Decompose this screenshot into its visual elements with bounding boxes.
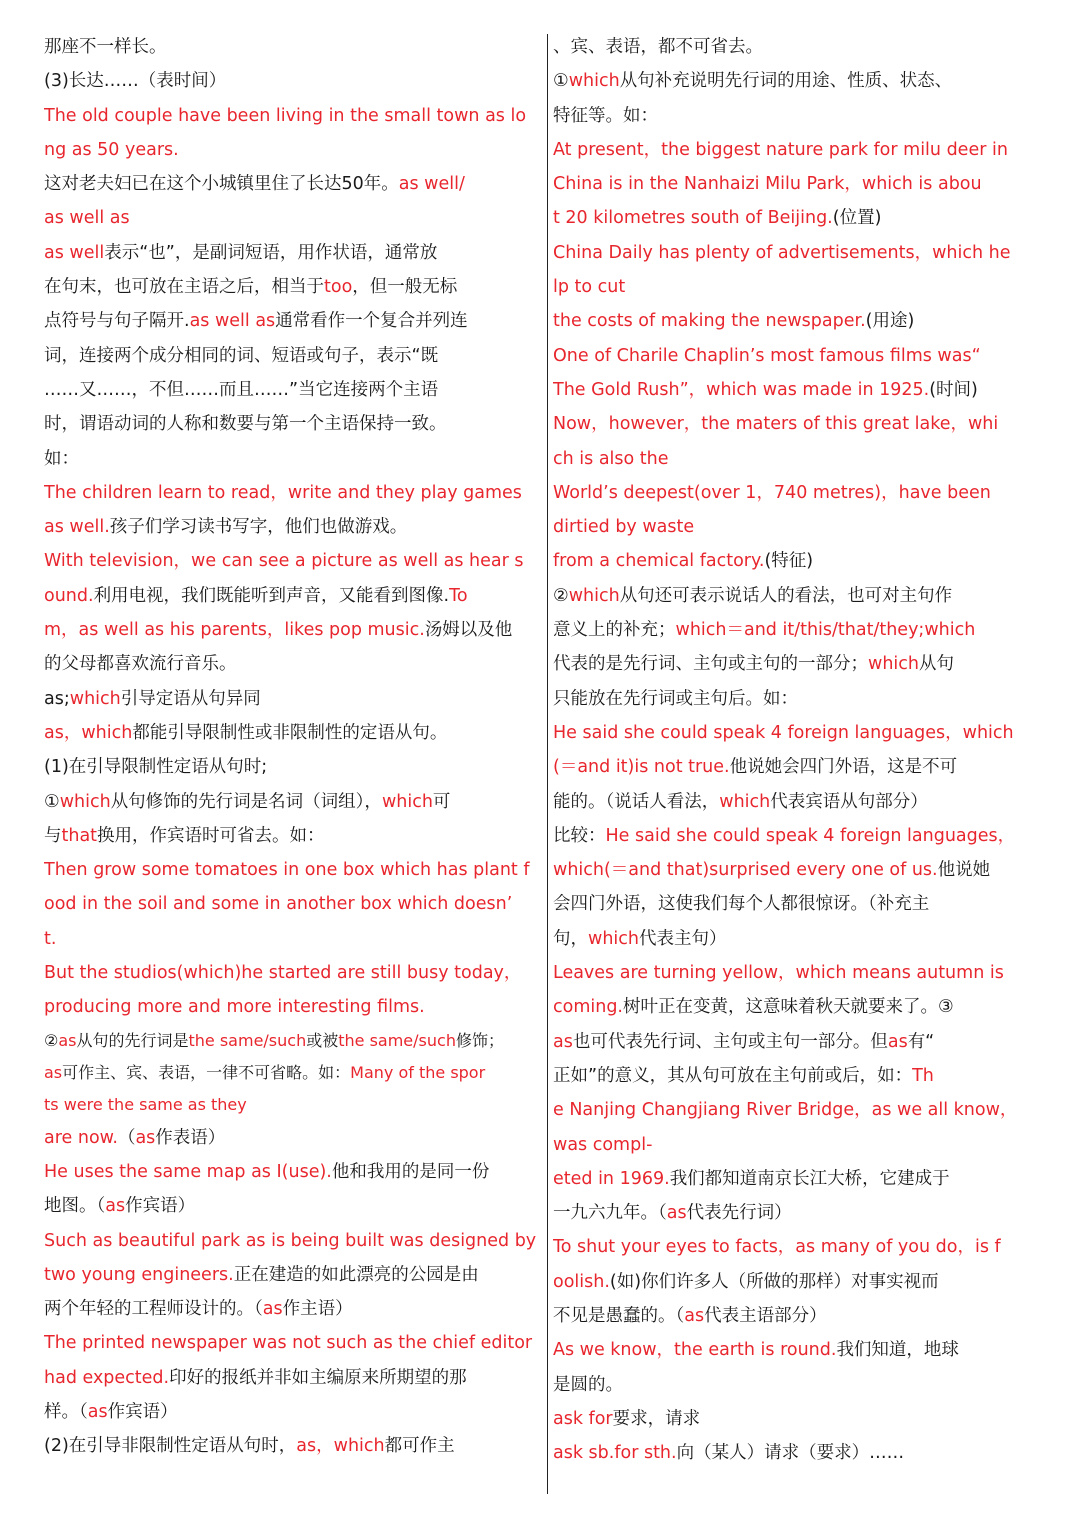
text-line <box>553 1436 1028 1470</box>
text-line <box>44 339 544 373</box>
text-line <box>553 544 1028 578</box>
example-text: as <box>44 1062 63 1082</box>
example-text: had expected. <box>44 1367 170 1388</box>
note-text: (特征) <box>764 551 814 572</box>
note-text: 样。（ <box>44 1401 88 1422</box>
note-text: as; <box>44 688 70 709</box>
note-text: 句， <box>553 928 588 949</box>
note-text: 可 <box>432 791 451 812</box>
note-text: 从句修饰的先行词是名词（词组）， <box>110 791 382 812</box>
note-text: (时间) <box>929 379 978 400</box>
note-text: 代表主句） <box>638 928 727 949</box>
text-line <box>44 1057 544 1089</box>
text-line <box>44 1089 544 1121</box>
note-text: 印好的报纸并非如主编原来所期望的那 <box>169 1367 467 1388</box>
text-line <box>44 1121 544 1155</box>
text-line <box>553 990 1028 1024</box>
text-line <box>553 1402 1028 1436</box>
note-text: (如)你们许多人（所做的那样）对事实视而 <box>609 1271 939 1292</box>
note-text: 从句 <box>918 654 954 675</box>
note-text: 作主语） <box>282 1299 353 1320</box>
text-line <box>44 476 544 510</box>
note-text: 作宾语） <box>125 1196 196 1217</box>
example-text: t. <box>44 928 57 949</box>
text-line <box>44 1361 544 1395</box>
text-line <box>553 1025 1028 1059</box>
note-text: 点符号与句子隔开. <box>44 311 190 332</box>
text-line <box>44 819 544 853</box>
text-line <box>553 922 1028 956</box>
note-text: ① <box>44 791 60 812</box>
text-line <box>553 30 1028 64</box>
example-text: Such as beautiful park as is being built was designed by <box>44 1230 537 1251</box>
note-text: 意义上的补充； <box>553 620 676 641</box>
text-line <box>553 510 1028 544</box>
text-line <box>553 236 1028 270</box>
text-line <box>44 956 544 990</box>
note-text: 时，谓语动词的人称和数要与第一个主语保持一致。 <box>44 414 447 435</box>
note-text: (3)长达……（表时间） <box>44 71 227 92</box>
text-line <box>553 442 1028 476</box>
text-line <box>44 64 544 98</box>
text-line <box>44 1025 544 1057</box>
example-text: as <box>684 1305 705 1326</box>
note-text: 他说她会四门外语，这是不可 <box>729 757 958 778</box>
text-line <box>553 750 1028 784</box>
example-text: coming. <box>553 997 623 1018</box>
note-text: 修饰； <box>455 1030 504 1050</box>
note-text: (2)在引导非限制性定语从句时， <box>44 1436 297 1457</box>
example-text: He said she could speak 4 foreign languages， <box>605 825 1016 846</box>
note-text: 我们都知道南京长江大桥，它建成于 <box>669 1168 950 1189</box>
example-text: To shut your eyes to facts，as many of you do，is f <box>553 1237 1001 1258</box>
example-text: China is in the Nanhaizi Milu Park，which is abou <box>553 174 982 195</box>
text-line <box>44 167 544 201</box>
example-text: as well. <box>44 517 110 538</box>
text-line <box>553 1265 1028 1299</box>
example-text: was compl- <box>553 1134 653 1155</box>
example-text: ask for <box>553 1408 613 1429</box>
note-text: 那座不一样长。 <box>44 37 167 57</box>
example-text: ch is also the <box>553 448 669 469</box>
note-text: 正在建造的如此漂亮的公园是由 <box>233 1264 479 1285</box>
left-column <box>44 30 544 1464</box>
note-text: 从句的先行词是 <box>76 1030 189 1050</box>
text-line <box>44 1292 544 1326</box>
example-text: lp to cut <box>553 277 626 298</box>
example-text: (＝and it)is not true. <box>553 757 730 778</box>
note-text: 表示“也”，是副词短语，用作状语，通常放 <box>104 242 438 263</box>
text-line <box>44 1326 544 1360</box>
example-text: As we know，the earth is round. <box>553 1340 837 1361</box>
example-text: The Gold Rush”，which was made in 1925. <box>553 379 930 400</box>
example-text: which <box>868 654 919 675</box>
note-text: 引导定语从句异同 <box>120 688 261 709</box>
example-text: the same/such <box>188 1030 307 1050</box>
example-text: The old couple have been living in the small town as lo <box>44 105 527 126</box>
text-line <box>44 1258 544 1292</box>
example-text: ood in the soil and some in another box which doesn’ <box>44 894 513 915</box>
note-text: 比较： <box>553 825 606 846</box>
note-text: 代表主语部分） <box>704 1305 827 1326</box>
note-text: 或被 <box>306 1030 339 1050</box>
text-line <box>553 304 1028 338</box>
text-line <box>553 476 1028 510</box>
note-text: 、宾、表语，都不可省去。 <box>553 37 763 57</box>
text-line <box>553 819 1028 853</box>
example-text: Th <box>912 1065 934 1086</box>
note-text: 通常看作一个复合并列连 <box>275 311 468 332</box>
example-text: as <box>58 1030 77 1050</box>
text-line <box>44 407 544 441</box>
note-text: 与 <box>44 825 62 846</box>
note-text: 这对老夫妇已在这个小城镇里住了长达50年。 <box>44 174 399 195</box>
example-text: e Nanjing Changjiang River Bridge，as we all know， <box>553 1100 1018 1121</box>
note-text: 都能引导限制性或非限制性的定语从句。 <box>132 722 448 743</box>
note-text: ② <box>44 1030 59 1050</box>
note-text: 只能放在先行词或主句后。如： <box>553 688 798 709</box>
text-line <box>553 373 1028 407</box>
example-text: which <box>381 791 433 812</box>
example-text: ask sb.for sth. <box>553 1443 677 1464</box>
text-line <box>553 647 1028 681</box>
note-text: 不见是愚蠢的。（ <box>553 1305 685 1326</box>
example-text: which <box>588 928 639 949</box>
example-text: which(＝and that)surprised every one of us. <box>553 860 938 881</box>
note-text: 我们知道，地球 <box>836 1340 959 1361</box>
text-line <box>44 1429 544 1463</box>
example-text: oolish. <box>553 1271 610 1292</box>
note-text: (1)在引导限制性定语从句时; <box>44 757 268 778</box>
note-text: 的父母都喜欢流行音乐。 <box>44 654 237 675</box>
text-line <box>553 1128 1028 1162</box>
text-line <box>553 785 1028 819</box>
text-line <box>44 442 544 476</box>
example-text: which <box>69 688 121 709</box>
text-line <box>553 1368 1028 1402</box>
example-text: China Daily has plenty of advertisements，which he <box>553 242 1011 263</box>
example-text: But the studios(which)he started are still busy today， <box>44 963 522 984</box>
text-line <box>44 990 544 1024</box>
text-line <box>44 373 544 407</box>
text-line <box>553 1333 1028 1367</box>
text-line <box>44 682 544 716</box>
example-text: as，which <box>44 722 133 743</box>
text-line <box>44 510 544 544</box>
example-text: as，which <box>296 1436 385 1457</box>
note-text: 从句还可表示说话人的看法，也可对主句作 <box>619 585 953 606</box>
example-text: ts were the same as they <box>44 1094 247 1114</box>
note-text: （ <box>117 1127 136 1148</box>
example-text: eted in 1969. <box>553 1168 670 1189</box>
example-text: He uses the same map as I(use). <box>44 1161 332 1182</box>
text-line <box>553 579 1028 613</box>
text-line <box>44 647 544 681</box>
example-text: which <box>568 71 620 92</box>
example-text: t 20 kilometres south of Beijing. <box>553 208 833 229</box>
example-text: as <box>87 1401 108 1422</box>
note-text: 代表宾语从句部分） <box>770 791 928 812</box>
text-line <box>44 1395 544 1429</box>
note-text: 向（某人）请求（要求）…… <box>676 1443 905 1464</box>
note-text: 他和我用的是同一份 <box>331 1161 490 1182</box>
text-line <box>44 1189 544 1223</box>
text-line <box>553 407 1028 441</box>
note-text: 换用，作宾语时可省去。如： <box>97 825 325 846</box>
text-line <box>44 201 544 235</box>
note-text: 汤姆以及他 <box>424 620 513 641</box>
example-text: With television，we can see a picture as well as hear s <box>44 551 524 572</box>
example-text: producing more and more interesting films. <box>44 997 425 1018</box>
example-text: Leaves are turning yellow，which means autumn is <box>553 963 1004 984</box>
text-line <box>553 887 1028 921</box>
example-text: which <box>59 791 111 812</box>
text-line <box>553 613 1028 647</box>
text-line <box>44 236 544 270</box>
note-text: 作表语） <box>155 1127 226 1148</box>
note-text: 孩子们学习读书写字，他们也做游戏。 <box>109 517 408 538</box>
example-text: ng as 50 years. <box>44 139 179 160</box>
note-text: ，但一般无标 <box>352 277 458 298</box>
text-line <box>44 716 544 750</box>
text-line <box>44 1224 544 1258</box>
example-text: too <box>324 277 353 298</box>
text-line <box>44 1155 544 1189</box>
example-text: m，as well as his parents，likes pop music. <box>44 620 425 641</box>
note-text: 利用电视，我们既能听到声音，又能看到图像. <box>93 585 450 606</box>
text-line <box>553 956 1028 990</box>
text-line <box>44 853 544 887</box>
text-line <box>553 1162 1028 1196</box>
example-text: as <box>135 1127 156 1148</box>
note-text: 也可代表先行词、主句或主句一部分。但 <box>572 1031 888 1052</box>
note-text: 词，连接两个成分相同的词、短语或句子，表示“既 <box>44 345 439 366</box>
example-text: Now，however，the maters of this great lake，whi <box>553 414 999 435</box>
example-text: as <box>105 1196 126 1217</box>
note-text: (用途) <box>865 311 915 332</box>
example-text: which <box>719 791 771 812</box>
note-text: ……又……，不但……而且……”当它连接两个主语 <box>44 379 439 400</box>
text-line <box>44 922 544 956</box>
text-line <box>553 201 1028 235</box>
note-text: 作宾语） <box>107 1401 178 1422</box>
text-line <box>553 1093 1028 1127</box>
note-text: 从句补充说明先行词的用途、性质、状态、 <box>619 71 953 92</box>
note-text: ① <box>553 71 569 92</box>
note-text: 有“ <box>907 1031 935 1052</box>
text-line <box>44 133 544 167</box>
note-text: 能的。（说话人看法， <box>553 791 720 812</box>
example-text: as <box>666 1203 687 1224</box>
text-line <box>553 99 1028 133</box>
example-text: ound. <box>44 585 94 606</box>
note-text: 树叶正在变黄，这意味着秋天就要来了。③ <box>623 997 954 1018</box>
note-text: 正如”的意义，其从句可放在主句前或后，如： <box>553 1065 913 1086</box>
example-text: the costs of making the newspaper. <box>553 311 866 332</box>
example-text: World’s deepest(over 1，740 metres)，have been <box>553 482 991 503</box>
note-text: (位置) <box>832 208 882 229</box>
example-text: which＝and it/this/that/they;which <box>675 620 976 641</box>
text-line <box>553 64 1028 98</box>
text-line <box>44 30 544 64</box>
example-text: One of Charile Chaplin’s most famous films was“ <box>553 345 981 366</box>
example-text: as <box>262 1299 283 1320</box>
text-line <box>553 1230 1028 1264</box>
note-text: 特征等。如： <box>553 105 658 126</box>
note-text: 如： <box>44 448 79 469</box>
example-text: as well/ <box>398 174 465 195</box>
text-line <box>553 167 1028 201</box>
text-line <box>44 304 544 338</box>
example-text: as well <box>44 242 105 263</box>
note-text: 两个年轻的工程师设计的。（ <box>44 1299 263 1320</box>
example-text: as well as <box>44 208 130 229</box>
text-line <box>44 887 544 921</box>
text-line <box>44 750 544 784</box>
example-text: which <box>568 585 620 606</box>
note-text: 一九六九年。（ <box>553 1203 667 1224</box>
text-line <box>553 1059 1028 1093</box>
text-line <box>553 1299 1028 1333</box>
text-line <box>44 544 544 578</box>
note-text: 可作主、宾、表语，一律不可省略。如： <box>62 1062 351 1082</box>
example-text: from a chemical factory. <box>553 551 765 572</box>
text-line <box>553 716 1028 750</box>
text-line <box>44 270 544 304</box>
note-text: 地图。（ <box>44 1196 106 1217</box>
note-text: 都可作主 <box>384 1436 455 1457</box>
note-text: 他说她 <box>937 860 991 881</box>
example-text: dirtied by waste <box>553 517 695 538</box>
example-text: the same/such <box>338 1030 456 1050</box>
text-line <box>553 270 1028 304</box>
note-text: 会四门外语，这使我们每个人都很惊讶。（补充主 <box>553 894 930 915</box>
example-text: He said she could speak 4 foreign languages，which <box>553 722 1014 743</box>
column-divider <box>547 34 548 1494</box>
example-text: that <box>61 825 98 846</box>
text-line <box>44 99 544 133</box>
note-text: 代表的是先行词、主句或主句的一部分； <box>553 654 868 675</box>
right-column <box>553 30 1028 1470</box>
text-line <box>44 613 544 647</box>
text-line <box>44 785 544 819</box>
text-line <box>553 682 1028 716</box>
example-text: The printed newspaper was not such as the chief editor <box>44 1333 533 1354</box>
example-text: At present，the biggest nature park for milu deer in <box>553 139 1008 160</box>
text-line <box>44 579 544 613</box>
text-line <box>553 1196 1028 1230</box>
note-text: 要求，请求 <box>612 1408 701 1429</box>
example-text: To <box>449 585 468 606</box>
example-text: as well as <box>189 311 276 332</box>
note-text: 代表先行词） <box>686 1203 792 1224</box>
example-text: are now. <box>44 1127 118 1148</box>
note-text: 是圆的。 <box>553 1374 623 1395</box>
text-line <box>553 133 1028 167</box>
note-text: 在句末，也可放在主语之后，相当于 <box>44 277 324 298</box>
note-text: ② <box>553 585 569 606</box>
text-line <box>553 853 1028 887</box>
example-text: as <box>553 1031 573 1052</box>
example-text: as <box>887 1031 908 1052</box>
example-text: Then grow some tomatoes in one box which has plant f <box>44 860 530 881</box>
text-line <box>553 339 1028 373</box>
example-text: two young engineers. <box>44 1264 234 1285</box>
example-text: The children learn to read，write and they play games <box>44 482 522 503</box>
example-text: Many of the spor <box>350 1062 486 1082</box>
